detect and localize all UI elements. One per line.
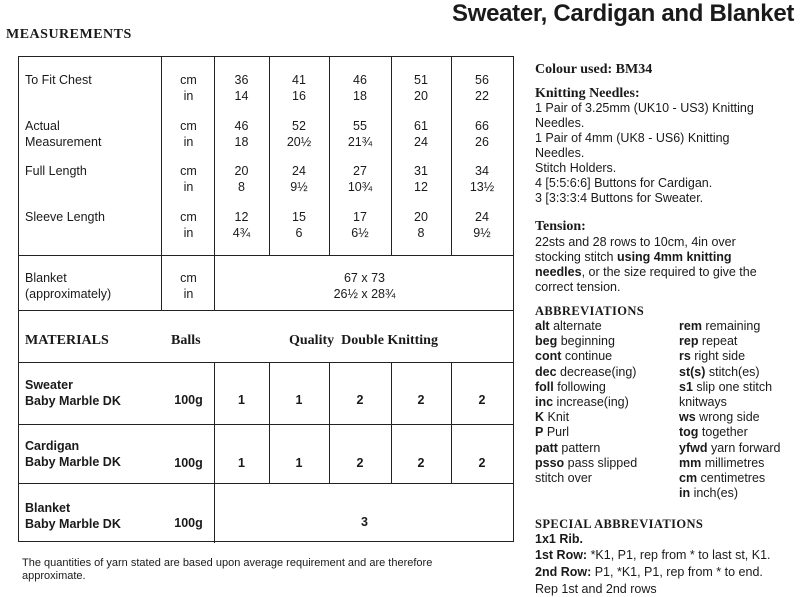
tension-text: , or the size required to give the	[581, 265, 757, 279]
cell-value: 8	[417, 226, 425, 240]
abbreviation-meaning: yarn forward	[707, 440, 781, 455]
row-label: Sleeve Length	[25, 210, 105, 224]
cell-value: 46	[353, 73, 367, 87]
tension-heading: Tension:	[535, 219, 586, 234]
abbreviation-key: foll	[535, 379, 554, 394]
cell-value: 61	[414, 119, 428, 133]
abbreviation-key: patt	[535, 440, 558, 455]
abbreviation-item	[679, 486, 738, 501]
row-label: Full Length	[25, 164, 87, 178]
tension-line	[535, 250, 732, 265]
cell-value: 6½	[351, 226, 369, 240]
material-name: Sweater	[25, 378, 73, 392]
abbreviation-key: psso	[535, 455, 565, 470]
cell-value: 2	[417, 456, 425, 470]
cell-value: 2	[478, 456, 486, 470]
abbreviation-key: rs	[679, 349, 691, 364]
abbreviation-meaning: following	[553, 379, 606, 394]
material-name: Blanket	[25, 501, 71, 515]
abbreviation-item	[679, 456, 764, 471]
quality-label: Quality Double Knitting	[289, 333, 438, 348]
cell-value: 20	[414, 89, 428, 103]
needles-line: 4 [5:5:6:6] Buttons for Cardigan.	[535, 176, 713, 190]
tension-line: 22sts and 28 rows to 10cm, 4in over	[535, 235, 736, 249]
cell-value: 20	[234, 164, 249, 178]
tension-needles-bold: using 4mm knitting	[616, 250, 732, 264]
abbreviation-item	[679, 349, 745, 364]
needles-heading: Knitting Needles:	[535, 86, 640, 101]
abbreviations-heading: ABBREVIATIONS	[535, 304, 645, 318]
abbreviation-item	[535, 380, 606, 395]
abbreviation-item	[535, 395, 629, 410]
abbreviation-item	[679, 410, 760, 425]
cell-value: 21¾	[347, 135, 373, 149]
cell-value: 9½	[473, 226, 491, 240]
abbreviation-meaning: continue	[561, 349, 613, 364]
footnote: The quantities of yarn stated are based upon average requirement and are therefore approximate.	[22, 557, 433, 582]
abbreviation-key: K	[535, 410, 545, 425]
cell-value: 55	[353, 119, 367, 133]
abbreviation-meaning: Knit	[544, 410, 570, 425]
cell-value: 12	[234, 210, 249, 224]
page-title: Sweater, Cardigan and Blanket	[452, 0, 795, 27]
abbreviation-meaning: stitch over	[535, 471, 592, 485]
abbreviation-key: ws	[679, 410, 696, 425]
cell-value: 22	[475, 89, 489, 103]
unit-in: in	[183, 287, 194, 301]
cell-value: 4¾	[232, 226, 251, 240]
cell-value: 17	[353, 210, 367, 224]
abbreviation-key: rem	[679, 319, 702, 333]
measurements-materials-table	[18, 56, 514, 542]
abbreviation-key: cont	[535, 349, 562, 364]
abbreviation-meaning: Purl	[543, 425, 570, 440]
abbreviation-meaning: knitways	[679, 395, 727, 409]
row-label: To Fit Chest	[25, 73, 92, 87]
abbreviation-key: tog	[679, 425, 699, 440]
materials-heading: MATERIALS	[25, 333, 109, 348]
cell-value: 2	[356, 456, 364, 470]
material-name: Baby Marble DK	[25, 517, 121, 531]
abbreviation-item	[535, 410, 569, 425]
divider	[19, 362, 513, 363]
abbreviation-key: inc	[535, 395, 554, 409]
abbreviation-meaning: increase(ing)	[553, 395, 629, 409]
row-label: 1st Row:	[535, 548, 588, 562]
cell-value: 16	[292, 89, 306, 103]
abbreviation-item	[679, 334, 737, 349]
needles-line: 3 [3:3:3:4 Buttons for Sweater.	[535, 191, 704, 205]
abbreviation-key: alt	[535, 319, 550, 333]
cell-value: 24	[292, 164, 306, 178]
cell-value: 26	[475, 135, 489, 149]
abbreviation-meaning: stitch(es)	[705, 364, 760, 379]
cell-value: 31	[414, 164, 428, 178]
abbreviation-meaning: beginning	[557, 334, 615, 349]
abbreviation-meaning: alternate	[549, 319, 602, 333]
cell-value: 15	[292, 210, 306, 224]
cell-value: 67 x 73	[343, 271, 385, 285]
unit-cm: cm	[180, 73, 197, 87]
cell-value: 1	[238, 393, 245, 407]
measurements-heading: MEASUREMENTS	[6, 27, 132, 42]
tension-text: stocking stitch	[535, 250, 617, 264]
abbreviation-item	[535, 365, 636, 380]
cell-value: 24	[414, 135, 428, 149]
abbreviation-item	[679, 395, 727, 410]
cell-value: 2	[417, 393, 425, 407]
abbreviation-meaning: remaining	[701, 319, 761, 333]
needles-line: 1 Pair of 4mm (UK8 - US6) Knitting	[535, 131, 730, 145]
row-label: Actual	[25, 119, 60, 133]
cell-value: 34	[475, 164, 489, 178]
tension-line: correct tension.	[535, 280, 621, 294]
cell-value: 1	[295, 456, 303, 470]
row-label: (approximately)	[25, 287, 112, 301]
unit-in: in	[183, 135, 194, 149]
needles-line: Needles.	[535, 146, 585, 160]
unit-in: in	[183, 180, 194, 194]
cell-value: 27	[353, 164, 367, 178]
cell-value: 36	[234, 73, 249, 87]
abbreviation-item	[535, 441, 600, 456]
rib-row-1	[535, 548, 771, 563]
cell-value: 26½ x 28¾	[333, 287, 396, 301]
abbreviation-key: st(s)	[679, 364, 706, 379]
cell-value: 52	[292, 119, 306, 133]
abbreviation-key: beg	[535, 334, 558, 349]
row-text: *K1, P1, rep from * to last st, K1.	[587, 548, 771, 562]
cell-value: 2	[356, 393, 364, 407]
special-abbreviations-heading: SPECIAL ABBREVIATIONS	[535, 517, 704, 531]
tension-line	[535, 265, 757, 280]
cell-value: 51	[414, 73, 428, 87]
unit-cm: cm	[180, 271, 197, 285]
abbreviation-meaning: repeat	[698, 334, 738, 349]
material-weight: 100g	[174, 516, 203, 530]
cell-value: 41	[292, 73, 306, 87]
rib-row-2	[535, 565, 763, 580]
cell-value: 12	[414, 180, 428, 194]
abbreviation-key: mm	[679, 455, 702, 470]
cell-value: 8	[238, 180, 245, 194]
needles-line: Needles.	[535, 116, 585, 130]
abbreviation-item	[535, 319, 602, 334]
cell-value: 3	[361, 515, 368, 529]
cell-value: 24	[475, 210, 489, 224]
abbreviation-key: s1	[679, 379, 693, 394]
abbreviation-item	[535, 349, 612, 364]
material-name: Baby Marble DK	[25, 455, 121, 469]
cell-value: 18	[234, 135, 249, 149]
cell-value: 6	[295, 226, 303, 240]
abbreviation-item	[679, 471, 765, 486]
abbreviation-item	[535, 425, 569, 440]
abbreviation-meaning: inch(es)	[690, 486, 739, 501]
cell-value: 9½	[290, 180, 308, 194]
unit-cm: cm	[180, 119, 197, 133]
balls-label: Balls	[171, 333, 201, 348]
cell-value: 56	[475, 73, 489, 87]
row-label: Blanket	[25, 271, 67, 285]
abbreviation-item	[679, 441, 780, 456]
abbreviation-meaning: millimetres	[701, 455, 765, 470]
unit-cm: cm	[180, 210, 197, 224]
abbreviation-meaning: decrease(ing)	[556, 364, 637, 379]
abbreviation-key: yfwd	[679, 440, 708, 455]
abbreviation-key: in	[679, 486, 691, 501]
cell-value: 46	[234, 119, 249, 133]
row-label: Measurement	[25, 135, 102, 149]
cell-value: 13½	[469, 180, 495, 194]
abbreviation-meaning: centimetres	[697, 471, 766, 485]
unit-in: in	[183, 226, 194, 240]
abbreviation-meaning: slip one stitch	[692, 379, 773, 394]
cell-value: 20	[414, 210, 428, 224]
cell-value: 2	[478, 393, 486, 407]
abbreviation-meaning: wrong side	[695, 410, 760, 425]
abbreviation-key: rep	[679, 334, 699, 349]
cell-value: 1	[295, 393, 303, 407]
cell-value: 1	[238, 456, 245, 470]
abbreviation-meaning: pass slipped	[564, 455, 638, 470]
abbreviation-item	[535, 334, 615, 349]
unit-cm: cm	[180, 164, 197, 178]
abbreviation-key: P	[535, 425, 544, 440]
colour-used: Colour used: BM34	[535, 62, 653, 77]
cell-value: 20½	[286, 135, 312, 149]
abbreviation-meaning: right side	[690, 349, 746, 364]
divider	[19, 424, 513, 425]
rib-repeat: Rep 1st and 2nd rows	[535, 582, 657, 596]
material-weight: 100g	[174, 456, 203, 470]
cell-value: 18	[353, 89, 367, 103]
material-name: Cardigan	[25, 439, 80, 453]
divider	[19, 483, 513, 484]
cell-value: 66	[475, 119, 489, 133]
abbreviation-item	[679, 319, 760, 334]
cell-value: 14	[234, 89, 249, 103]
needles-line: Stitch Holders.	[535, 161, 617, 175]
abbreviation-meaning: together	[698, 425, 748, 440]
abbreviation-key: cm	[679, 471, 698, 485]
abbreviation-key: dec	[535, 364, 557, 379]
abbreviation-item	[535, 456, 637, 471]
abbreviation-item	[535, 471, 592, 486]
row-text: P1, *K1, P1, rep from * to end.	[591, 565, 763, 579]
divider	[19, 310, 513, 311]
abbreviation-meaning: pattern	[557, 440, 601, 455]
material-name: Baby Marble DK	[25, 394, 121, 408]
tension-needles-bold: needles	[535, 265, 582, 279]
material-weight: 100g	[174, 393, 203, 407]
needles-line: 1 Pair of 3.25mm (UK10 - US3) Knitting	[535, 101, 754, 115]
abbreviation-item	[679, 425, 748, 440]
cell-value: 10¾	[347, 180, 373, 194]
rib-heading: 1x1 Rib.	[535, 532, 583, 546]
abbreviation-item	[679, 380, 772, 395]
abbreviation-item	[679, 365, 760, 380]
divider	[19, 255, 513, 256]
unit-in: in	[183, 89, 194, 103]
row-label: 2nd Row:	[535, 565, 592, 579]
